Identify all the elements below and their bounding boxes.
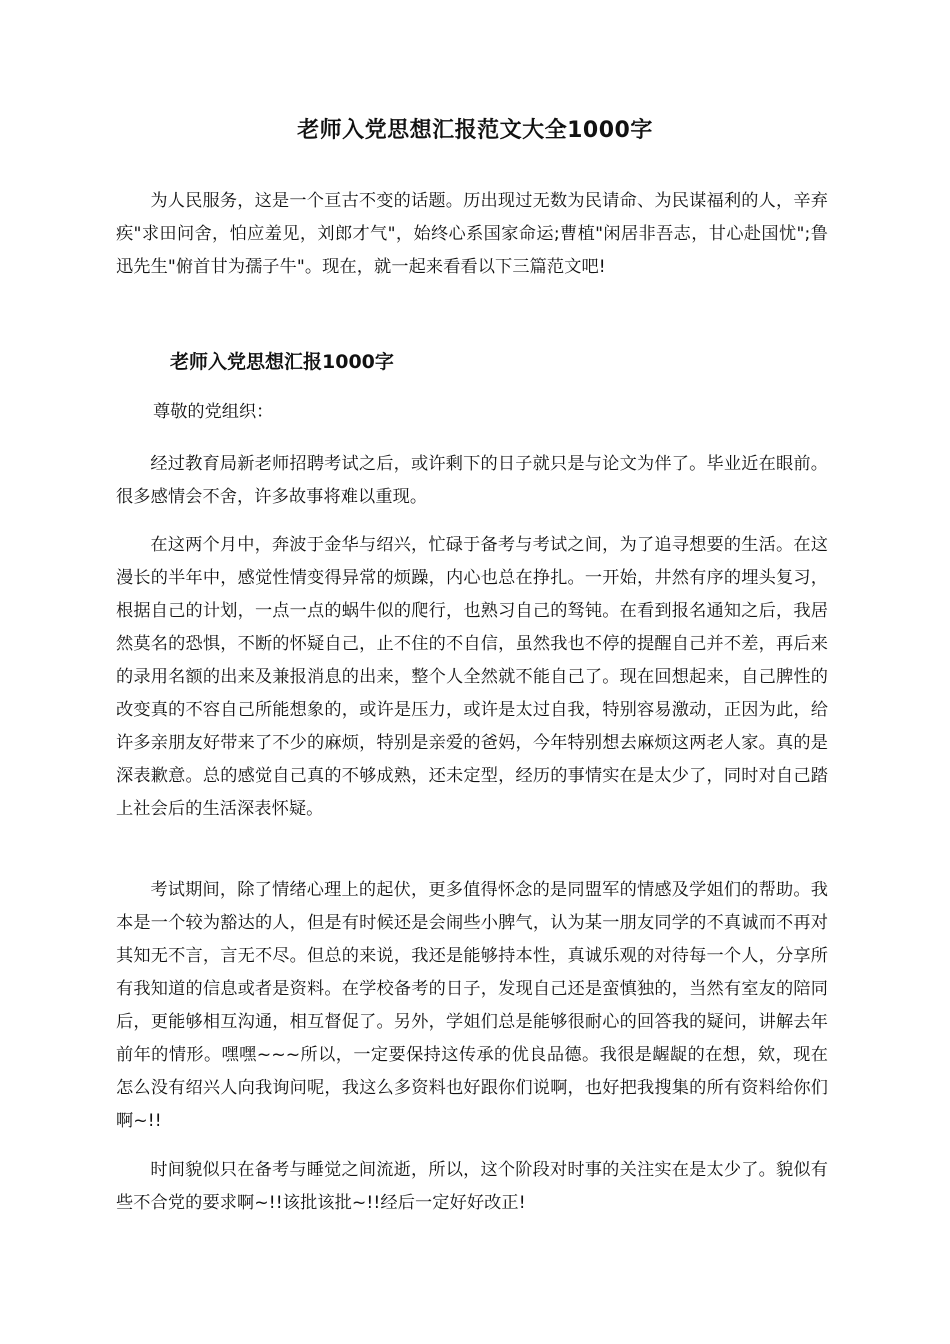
document-title: 老师入党思想汇报范文大全1000字 <box>297 118 653 143</box>
body-paragraph: 在这两个月中，奔波于金华与绍兴，忙碌于备考与考试之间，为了追寻想要的生活。在这漫长的半年中，感觉性情变得异常的烦躁，内心也总在挣扎。一开始，井然有序的埋头复习，根据自己的计划，一点一点的蜗牛似的爬行，也熟习自己的驽钝。在看到报名通知之后，我居然莫名的恐惧，不断的怀疑自己，止不住的不自信，虽然我也不停的提醒自己并不差，再后来的录用名额的出来及兼报消息的出来，整个人全然就不能自己了。现在回想起来，自己脾性的改变真的不容自己所能想象的，或许是压力，或许是太过自我，特别容易激动，正因为此，给许多亲朋友好带来了不少的麻烦，特别是亲爱的爸妈，今年特别想去麻烦这两老人家。真的是深表歉意。总的感觉自己真的不够成熟，还未定型，经历的事情实在是太少了，同时对自己踏上社会后的生活深表怀疑。 <box>116 535 828 819</box>
salutation: 尊敬的党组织： <box>153 402 274 422</box>
body-paragraph: 时间貌似只在备考与睡觉之间流逝，所以，这个阶段对时事的关注实在是太少了。貌似有些不合党的要求啊~!!该批该批~!!经后一定好好改正! <box>116 1160 828 1213</box>
body-paragraph: 经过教育局新老师招聘考试之后，或许剩下的日子就只是与论文为伴了。毕业近在眼前。很多感情会不舍，许多故事将难以重现。 <box>116 454 828 507</box>
section-title: 老师入党思想汇报1000字 <box>170 351 394 373</box>
intro-paragraph: 为人民服务，这是一个亘古不变的话题。历出现过无数为民请命、为民谋福利的人，辛弃疾"求田问舍，怕应羞见，刘郎才气"，始终心系国家命运;曹植"闲居非吾志，甘心赴国忧";鲁迅先生"俯首甘为孺子牛"。现在，就一起来看看以下三篇范文吧! <box>116 191 828 277</box>
body-paragraph: 考试期间，除了情绪心理上的起伏，更多值得怀念的是同盟军的情感及学姐们的帮助。我本是一个较为豁达的人，但是有时候还是会闹些小脾气，认为某一朋友同学的不真诚而不再对其知无不言，言无不尽。但总的来说，我还是能够持本性，真诚乐观的对待每一个人，分享所有我知道的信息或者是资料。在学校备考的日子，发现自己还是蛮慎独的，当然有室友的陪同后，更能够相互沟通，相互督促了。另外，学姐们总是能够很耐心的回答我的疑问，讲解去年前年的情形。嘿嘿~~~所以，一定要保持这传承的优良品德。我很是龌龊的在想，欸，现在怎么没有绍兴人向我询问呢，我这么多资料也好跟你们说啊，也好把我搜集的所有资料给你们啊~!! <box>116 880 828 1131</box>
